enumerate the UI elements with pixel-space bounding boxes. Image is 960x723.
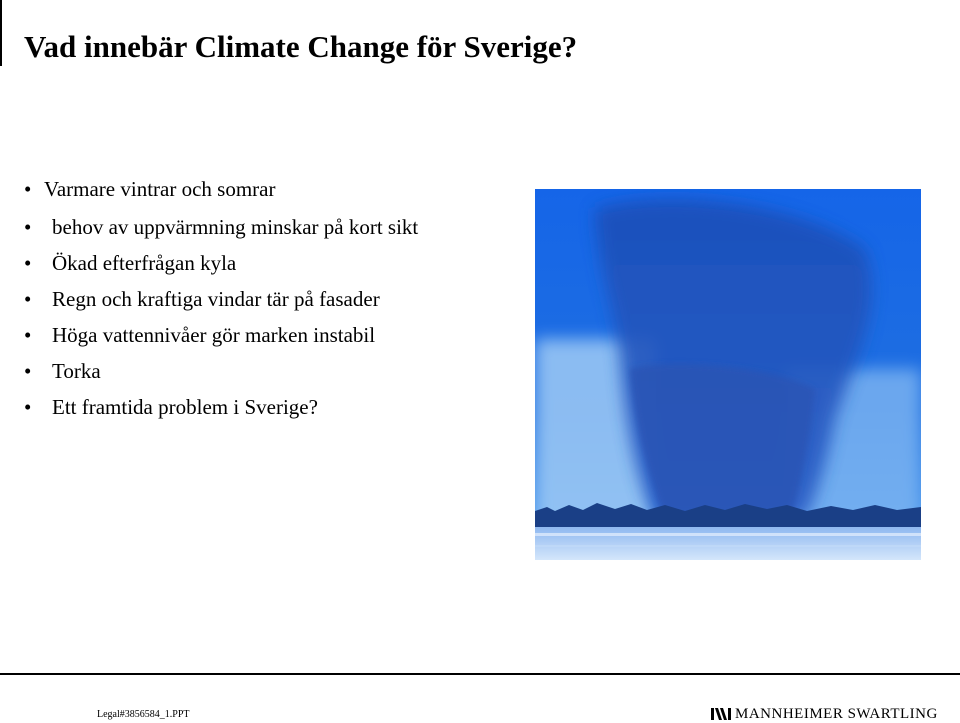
slide-title: Vad innebär Climate Change för Sverige? <box>24 29 578 64</box>
brand-logo <box>711 705 938 723</box>
bullet-text: Torka <box>52 359 101 383</box>
bullet-marker: • <box>24 395 32 419</box>
bullet-item <box>22 394 472 421</box>
bullet-list <box>22 176 472 430</box>
bullet-item <box>22 286 472 313</box>
footer-rule <box>0 673 960 675</box>
bullet-text: Ökad efterfrågan kyla <box>52 251 237 275</box>
bullet-marker: • <box>24 251 32 275</box>
bullet-item <box>22 176 472 203</box>
brand-mark-icon <box>711 707 731 721</box>
document-reference: Legal#3856584_1.PPT <box>97 709 190 720</box>
bullet-marker: • <box>24 359 32 383</box>
bullet-text: Regn och kraftiga vindar tär på fasader <box>52 287 380 311</box>
tornado-illustration <box>535 189 921 560</box>
bullet-text: Varmare vintrar och somrar <box>44 177 276 201</box>
bullet-text: Ett framtida problem i Sverige? <box>52 395 318 419</box>
bullet-item <box>22 322 472 349</box>
brand-name: MANNHEIMER SWARTLING <box>735 706 938 722</box>
bullet-marker: • <box>24 287 32 311</box>
bullet-marker: • <box>24 323 32 347</box>
bullet-text: Höga vattennivåer gör marken instabil <box>52 323 376 347</box>
bullet-marker: • <box>24 177 32 201</box>
bullet-item <box>22 214 472 241</box>
bullet-marker: • <box>24 215 32 239</box>
bullet-item <box>22 250 472 277</box>
title-accent-rule <box>0 0 2 66</box>
tornado-photo <box>535 189 921 560</box>
bullet-text: behov av uppvärmning minskar på kort sikt <box>52 215 419 239</box>
bullet-item <box>22 358 472 385</box>
